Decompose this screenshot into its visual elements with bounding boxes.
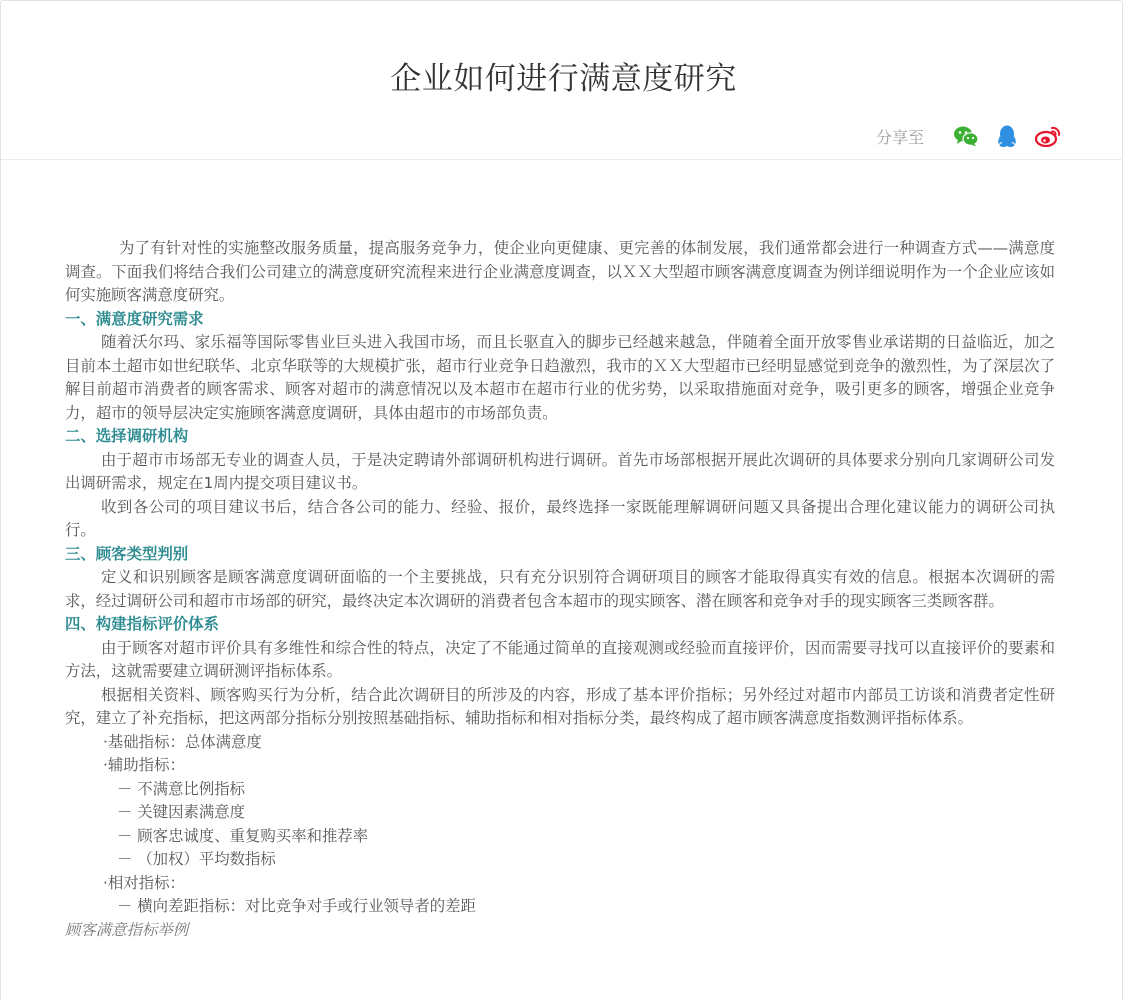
section-4-paragraph-a: 由于顾客对超市评价具有多维性和综合性的特点，决定了不能通过简单的直接观测或经验而直接评价，因而需要寻找可以直接评价的要素和方法，这就需要建立调研测评指标体系。 bbox=[65, 638, 1055, 680]
list-item: ·辅助指标： bbox=[103, 756, 185, 774]
sub-list-item: － （加权）平均数指标 bbox=[117, 850, 276, 868]
section-heading-4: 四、构建指标评价体系 bbox=[65, 615, 219, 633]
section-2-paragraph-b: 收到各公司的项目建议书后，结合各公司的能力、经验、报价，最终选择一家既能理解调研问题又具备提出合理化建议能力的调研公司执行。 bbox=[65, 497, 1055, 539]
wechat-icon[interactable] bbox=[953, 123, 979, 149]
share-label: 分享至 bbox=[875, 127, 924, 147]
sub-list-item: － 不满意比例指标 bbox=[117, 779, 246, 798]
sub-list-item: － 顾客忠诚度、重复购买率和推荐率 bbox=[117, 826, 369, 845]
sub-list-item: － 关键因素满意度 bbox=[117, 803, 246, 821]
article-body bbox=[65, 237, 1055, 942]
section-heading-3: 三、顾客类型判别 bbox=[65, 544, 189, 563]
article-header bbox=[1, 1, 1123, 160]
intro-paragraph: 为了有针对性的实施整改服务质量，提高服务竞争力，使企业向更健康、更完善的体制发展，我们通常都会进行一种调查方式——满意度调查。下面我们将结合我们公司建立的满意度研究流程来进行企业满意度调查，以ＸＸ大型超市顾客满意度调查为例详细说明作为一个企业应该如何实施顾客满意度研究。 bbox=[65, 239, 1055, 304]
section-heading-2: 二、选择调研机构 bbox=[65, 427, 189, 445]
section-heading-1: 一、满意度研究需求 bbox=[65, 309, 204, 328]
qq-icon[interactable] bbox=[994, 123, 1020, 149]
list-item: ·相对指标： bbox=[103, 873, 185, 892]
sub-list-item: － 横向差距指标：对比竞争对手或行业领导者的差距 bbox=[117, 897, 476, 915]
page-title: 企业如何进行满意度研究 bbox=[390, 61, 737, 97]
section-3-paragraph: 定义和识别顾客是顾客满意度调研面临的一个主要挑战，只有充分识别符合调研项目的顾客才能取得真实有效的信息。根据本次调研的需求，经过调研公司和超市市场部的研究，最终决定本次调研的消费者包含本超市的现实顾客、潜在顾客和竞争对手的现实顾客三类顾客群。 bbox=[65, 568, 1055, 610]
figure-caption: 顾客满意指标举例 bbox=[65, 920, 189, 939]
section-1-paragraph: 随着沃尔玛、家乐福等国际零售业巨头进入我国市场，而且长驱直入的脚步已经越来越急，伴随着全面开放零售业承诺期的日益临近，加之目前本土超市如世纪联华、北京华联等的大规模扩张，超市行业竞争日趋激烈，我市的ＸＸ大型超市已经明显感觉到竞争的激烈性，为了深层次了解目前超市消费者的顾客需求、顾客对超市的满意情况以及本超市在超市行业的优劣势，以采取措施面对竞争，吸引更多的顾客，增强企业竞争力，超市的领导层决定实施顾客满意度调研，具体由超市的市场部负责。 bbox=[65, 333, 1055, 422]
section-4-paragraph-b: 根据相关资料、顾客购买行为分析，结合此次调研目的所涉及的内容，形成了基本评价指标；另外经过对超市内部员工访谈和消费者定性研究，建立了补充指标，把这两部分指标分别按照基础指标、辅助指标和相对指标分类，最终构成了超市顾客满意度指数测评指标体系。 bbox=[65, 685, 1055, 727]
weibo-icon[interactable] bbox=[1035, 123, 1061, 149]
section-2-paragraph-a: 由于超市市场部无专业的调查人员，于是决定聘请外部调研机构进行调研。首先市场部根据开展此次调研的具体要求分别向几家调研公司发出调研需求，规定在1周内提交项目建议书。 bbox=[65, 450, 1055, 492]
list-item: ·基础指标：总体满意度 bbox=[103, 732, 262, 751]
share-bar bbox=[876, 123, 1061, 149]
